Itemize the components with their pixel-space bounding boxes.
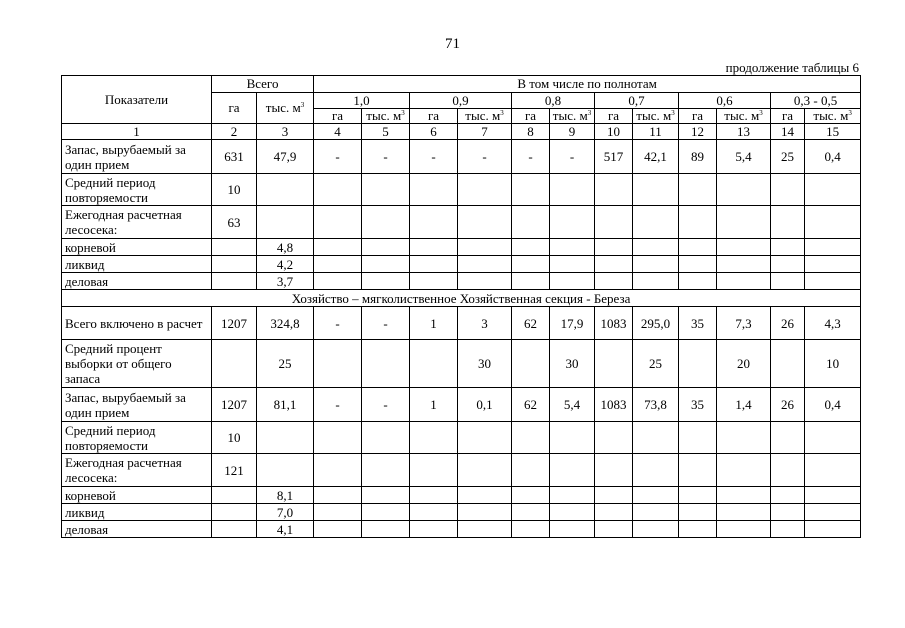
- table-cell: [595, 256, 633, 273]
- unit-volume-exponent: 3: [587, 109, 592, 117]
- table-cell: [805, 174, 861, 206]
- table-cell: [771, 340, 805, 388]
- table-cell: [805, 487, 861, 504]
- unit-volume-text: тыс. м: [724, 108, 760, 123]
- table-cell: [771, 504, 805, 521]
- unit-volume-exponent: 3: [300, 101, 305, 109]
- column-numbers-row: [62, 124, 861, 140]
- table-cell: [595, 239, 633, 256]
- table-cell: [717, 256, 771, 273]
- row-label: деловая: [62, 521, 212, 538]
- table-cell: [550, 521, 595, 538]
- table-cell: [771, 239, 805, 256]
- table-cell: [458, 256, 512, 273]
- table-cell: 63: [212, 206, 257, 239]
- table-cell: [512, 487, 550, 504]
- table-cell: [212, 504, 257, 521]
- column-number: 10: [595, 124, 633, 140]
- table-cell: 30: [550, 340, 595, 388]
- table-cell: 1083: [595, 388, 633, 422]
- table-continuation-note: продолжение таблицы 6: [725, 60, 859, 75]
- table-cell: 3,7: [257, 273, 314, 290]
- table-cell: [550, 174, 595, 206]
- table-cell: [212, 340, 257, 388]
- table-cell: [550, 487, 595, 504]
- column-number: 15: [805, 124, 861, 140]
- table-cell: 0,4: [805, 388, 861, 422]
- table-cell: 73,8: [633, 388, 679, 422]
- table-cell: 20: [717, 340, 771, 388]
- table-row: [62, 454, 861, 487]
- table-cell: [595, 454, 633, 487]
- table-cell: [550, 239, 595, 256]
- table-cell: [550, 256, 595, 273]
- column-number: 8: [512, 124, 550, 140]
- table-cell: [679, 206, 717, 239]
- table-cell: 62: [512, 307, 550, 340]
- header-total-volume: [257, 93, 314, 124]
- table-cell: [717, 487, 771, 504]
- table-cell: [805, 504, 861, 521]
- header-density-1: 0,9: [410, 93, 512, 109]
- table-cell: 4,8: [257, 239, 314, 256]
- table-cell: [805, 239, 861, 256]
- row-label: корневой: [62, 487, 212, 504]
- table-cell: [257, 454, 314, 487]
- table-cell: [362, 206, 410, 239]
- row-label: Запас, вырубаемый за один прием: [62, 140, 212, 174]
- table-cell: [362, 454, 410, 487]
- table-row: [62, 273, 861, 290]
- row-label: корневой: [62, 239, 212, 256]
- row-label: ликвид: [62, 504, 212, 521]
- table-cell: [679, 521, 717, 538]
- table-cell: [362, 256, 410, 273]
- row-label: Средний период повторяемости: [62, 174, 212, 206]
- table-row: [62, 206, 861, 239]
- column-number: 9: [550, 124, 595, 140]
- table-cell: [595, 521, 633, 538]
- table-cell: [410, 504, 458, 521]
- table-cell: -: [362, 388, 410, 422]
- table-cell: 10: [212, 422, 257, 454]
- header-unit-volume: [458, 109, 512, 124]
- header-indicator: Показатели: [62, 76, 212, 124]
- table-cell: [362, 340, 410, 388]
- table-cell: [679, 422, 717, 454]
- table-cell: 17,9: [550, 307, 595, 340]
- table-cell: [805, 273, 861, 290]
- unit-volume-exponent: 3: [401, 109, 405, 117]
- table-cell: [512, 256, 550, 273]
- table-cell: [362, 521, 410, 538]
- table-row: [62, 239, 861, 256]
- table-cell: [771, 256, 805, 273]
- header-unit-volume: [550, 109, 595, 124]
- table-cell: [771, 273, 805, 290]
- table-cell: [717, 206, 771, 239]
- table-row: [62, 521, 861, 538]
- table-cell: 10: [805, 340, 861, 388]
- table-cell: [212, 256, 257, 273]
- table-cell: 7,3: [717, 307, 771, 340]
- table-cell: [362, 504, 410, 521]
- table-cell: -: [550, 140, 595, 174]
- table-cell: [595, 206, 633, 239]
- table-cell: [512, 239, 550, 256]
- table-cell: 26: [771, 388, 805, 422]
- header-unit-volume: [717, 109, 771, 124]
- header-total: Всего: [212, 76, 314, 93]
- table-cell: [633, 521, 679, 538]
- table-cell: [458, 206, 512, 239]
- table-cell: [717, 174, 771, 206]
- table-row: [62, 340, 861, 388]
- table-cell: [257, 174, 314, 206]
- table-cell: [362, 422, 410, 454]
- table-cell: -: [362, 140, 410, 174]
- column-number: 7: [458, 124, 512, 140]
- table-cell: [633, 504, 679, 521]
- header-density-4: 0,6: [679, 93, 771, 109]
- table-cell: 5,4: [550, 388, 595, 422]
- table-cell: -: [512, 140, 550, 174]
- column-number: 1: [62, 124, 212, 140]
- table-cell: [458, 504, 512, 521]
- table-cell: [717, 239, 771, 256]
- table-cell: [679, 273, 717, 290]
- column-number: 11: [633, 124, 679, 140]
- table-cell: [512, 521, 550, 538]
- table-cell: [314, 256, 362, 273]
- table-cell: 89: [679, 140, 717, 174]
- table-cell: [595, 273, 633, 290]
- unit-volume-exponent: 3: [848, 109, 852, 117]
- column-number: 2: [212, 124, 257, 140]
- unit-volume-text: тыс. м: [552, 108, 588, 123]
- table-cell: [410, 174, 458, 206]
- table-cell: 0,1: [458, 388, 512, 422]
- table-cell: 30: [458, 340, 512, 388]
- table-cell: [512, 206, 550, 239]
- table-cell: [805, 206, 861, 239]
- table-cell: [595, 504, 633, 521]
- table-row: [62, 504, 861, 521]
- row-label: Средний процент выборки от общего запаса: [62, 340, 212, 388]
- page-number: 71: [445, 36, 460, 52]
- table-cell: 42,1: [633, 140, 679, 174]
- row-label: Ежегодная расчетная лесосека:: [62, 454, 212, 487]
- table-cell: [314, 487, 362, 504]
- table-row: [62, 174, 861, 206]
- table-cell: -: [314, 388, 362, 422]
- table-cell: [410, 487, 458, 504]
- table-cell: [633, 454, 679, 487]
- table-cell: [771, 521, 805, 538]
- header-unit-ha: га: [512, 109, 550, 124]
- table-cell: [458, 422, 512, 454]
- table-cell: [212, 239, 257, 256]
- table-row: [62, 388, 861, 422]
- table-row: [62, 422, 861, 454]
- table-cell: [717, 422, 771, 454]
- table-cell: [633, 487, 679, 504]
- table-cell: [314, 521, 362, 538]
- table-cell: [257, 422, 314, 454]
- table-cell: [805, 454, 861, 487]
- table-cell: [512, 454, 550, 487]
- forest-table: [61, 75, 861, 538]
- table-cell: [458, 239, 512, 256]
- table-cell: [410, 422, 458, 454]
- table-cell: [550, 206, 595, 239]
- table-row: [62, 140, 861, 174]
- header-density-3: 0,7: [595, 93, 679, 109]
- table-cell: [595, 487, 633, 504]
- column-number: 6: [410, 124, 458, 140]
- unit-volume-text: тыс. м: [813, 108, 849, 123]
- table-cell: [595, 174, 633, 206]
- table-cell: 631: [212, 140, 257, 174]
- table-row: [62, 487, 861, 504]
- table-cell: [805, 521, 861, 538]
- table-cell: [595, 340, 633, 388]
- table-cell: [410, 273, 458, 290]
- table-cell: [633, 273, 679, 290]
- table-cell: -: [314, 307, 362, 340]
- table-cell: [410, 340, 458, 388]
- row-label: деловая: [62, 273, 212, 290]
- table-cell: [771, 206, 805, 239]
- unit-volume-exponent: 3: [500, 109, 504, 117]
- section-title: Хозяйство – мягколиственное Хозяйственная секция - Береза: [62, 290, 861, 307]
- header-total-ha: га: [212, 93, 257, 124]
- header-density-0: 1,0: [314, 93, 410, 109]
- table-cell: -: [458, 140, 512, 174]
- table-cell: 1: [410, 307, 458, 340]
- table-cell: [512, 340, 550, 388]
- table-cell: [679, 174, 717, 206]
- table-cell: [717, 273, 771, 290]
- table-cell: 62: [512, 388, 550, 422]
- table-cell: 81,1: [257, 388, 314, 422]
- table-cell: [717, 521, 771, 538]
- table-cell: [717, 454, 771, 487]
- header-density-2: 0,8: [512, 93, 595, 109]
- header-density-5: 0,3 - 0,5: [771, 93, 861, 109]
- unit-volume-text: тыс. м: [366, 108, 402, 123]
- section-row: [62, 290, 861, 307]
- table-row: [62, 307, 861, 340]
- table-cell: [512, 273, 550, 290]
- header-unit-ha: га: [771, 109, 805, 124]
- unit-volume-exponent: 3: [671, 109, 675, 117]
- table-cell: 1207: [212, 307, 257, 340]
- table-cell: [679, 239, 717, 256]
- unit-volume-exponent: 3: [759, 109, 763, 117]
- table-cell: 25: [257, 340, 314, 388]
- header-unit-ha: га: [314, 109, 362, 124]
- table-cell: 10: [212, 174, 257, 206]
- header-unit-ha: га: [410, 109, 458, 124]
- table-cell: [771, 422, 805, 454]
- row-label: Ежегодная расчетная лесосека:: [62, 206, 212, 239]
- table-cell: [771, 454, 805, 487]
- column-number: 14: [771, 124, 805, 140]
- table-cell: [550, 504, 595, 521]
- table-cell: [410, 256, 458, 273]
- table-cell: 1,4: [717, 388, 771, 422]
- row-label: ликвид: [62, 256, 212, 273]
- table-cell: [314, 239, 362, 256]
- table-cell: [771, 174, 805, 206]
- table-cell: [362, 239, 410, 256]
- table-cell: [410, 206, 458, 239]
- table-cell: 26: [771, 307, 805, 340]
- table-cell: [550, 454, 595, 487]
- table-cell: [805, 422, 861, 454]
- column-number: 3: [257, 124, 314, 140]
- table-cell: [458, 454, 512, 487]
- table-cell: [410, 454, 458, 487]
- unit-volume-text: тыс. м: [465, 108, 501, 123]
- row-label: Средний период повторяемости: [62, 422, 212, 454]
- table-cell: 7,0: [257, 504, 314, 521]
- table-cell: 295,0: [633, 307, 679, 340]
- column-number: 4: [314, 124, 362, 140]
- table-cell: 47,9: [257, 140, 314, 174]
- table-cell: [717, 504, 771, 521]
- table-cell: [314, 504, 362, 521]
- table-cell: [314, 273, 362, 290]
- table-cell: [212, 521, 257, 538]
- table-cell: [771, 487, 805, 504]
- table-cell: 4,2: [257, 256, 314, 273]
- table-cell: [512, 174, 550, 206]
- table-cell: [512, 504, 550, 521]
- table-cell: 35: [679, 388, 717, 422]
- table-cell: [679, 504, 717, 521]
- unit-volume-text: тыс. м: [265, 100, 301, 115]
- table-row: [62, 256, 861, 273]
- table-cell: [458, 273, 512, 290]
- column-number: 13: [717, 124, 771, 140]
- unit-volume-text: тыс. м: [636, 108, 672, 123]
- table-cell: [679, 454, 717, 487]
- table-cell: 121: [212, 454, 257, 487]
- table-cell: [212, 487, 257, 504]
- table-cell: 35: [679, 307, 717, 340]
- table-cell: [314, 174, 362, 206]
- table-cell: [314, 340, 362, 388]
- header-unit-volume: [633, 109, 679, 124]
- table-cell: [633, 422, 679, 454]
- row-label: Запас, вырубаемый за один прием: [62, 388, 212, 422]
- table-cell: 0,4: [805, 140, 861, 174]
- header-row-1: [62, 76, 861, 93]
- table-cell: [633, 256, 679, 273]
- table-cell: 1083: [595, 307, 633, 340]
- table-cell: 25: [633, 340, 679, 388]
- table-cell: -: [314, 140, 362, 174]
- table-cell: [410, 521, 458, 538]
- table-cell: 324,8: [257, 307, 314, 340]
- table-cell: [458, 521, 512, 538]
- table-cell: [314, 454, 362, 487]
- header-unit-volume: [362, 109, 410, 124]
- table-cell: [458, 487, 512, 504]
- table-cell: [458, 174, 512, 206]
- row-label: Всего включено в расчет: [62, 307, 212, 340]
- table-cell: [679, 340, 717, 388]
- table-cell: [362, 487, 410, 504]
- header-unit-ha: га: [595, 109, 633, 124]
- table-cell: [633, 239, 679, 256]
- table-cell: [362, 174, 410, 206]
- table-cell: [595, 422, 633, 454]
- table-cell: 4,3: [805, 307, 861, 340]
- table-cell: 1207: [212, 388, 257, 422]
- table-cell: 4,1: [257, 521, 314, 538]
- table-cell: [550, 422, 595, 454]
- table-cell: [314, 422, 362, 454]
- table-cell: [679, 256, 717, 273]
- table-cell: -: [362, 307, 410, 340]
- table-cell: 1: [410, 388, 458, 422]
- table-cell: [314, 206, 362, 239]
- table-cell: [633, 206, 679, 239]
- header-by-density: В том числе по полнотам: [314, 76, 861, 93]
- header-unit-ha: га: [679, 109, 717, 124]
- table-cell: 3: [458, 307, 512, 340]
- column-number: 12: [679, 124, 717, 140]
- table-cell: -: [410, 140, 458, 174]
- table-cell: [257, 206, 314, 239]
- table-cell: 25: [771, 140, 805, 174]
- table-cell: 5,4: [717, 140, 771, 174]
- table-cell: [550, 273, 595, 290]
- table-cell: [679, 487, 717, 504]
- table-cell: [410, 239, 458, 256]
- table-cell: [805, 256, 861, 273]
- table-cell: 517: [595, 140, 633, 174]
- column-number: 5: [362, 124, 410, 140]
- table-cell: [362, 273, 410, 290]
- table-cell: 8,1: [257, 487, 314, 504]
- table-cell: [633, 174, 679, 206]
- table-cell: [212, 273, 257, 290]
- table-cell: [512, 422, 550, 454]
- header-unit-volume: [805, 109, 861, 124]
